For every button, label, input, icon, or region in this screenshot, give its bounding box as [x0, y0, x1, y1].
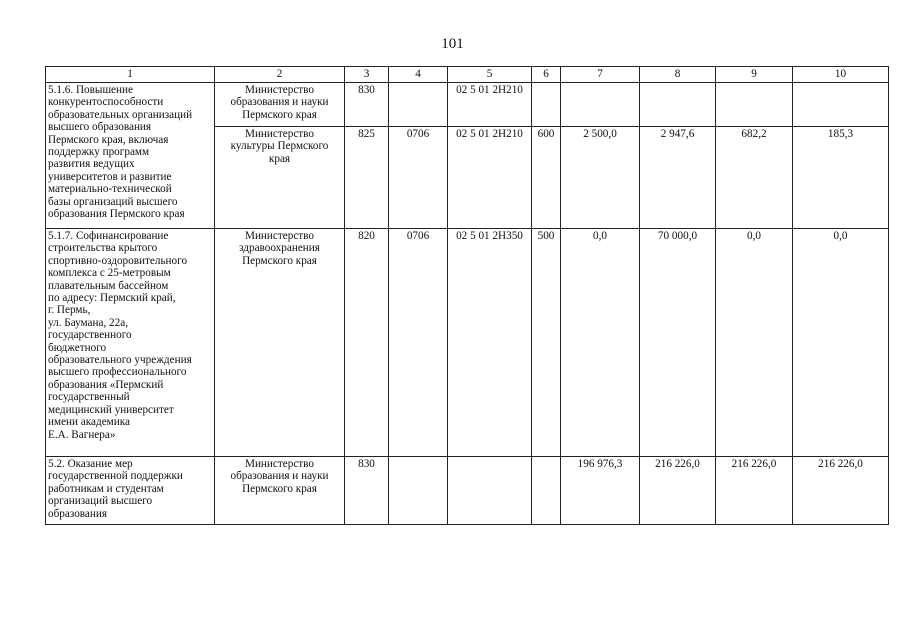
amount-cell: 216 226,0: [640, 457, 716, 525]
target-article-cell: 02 5 01 2Н210: [448, 127, 532, 229]
amount-cell: [640, 83, 716, 127]
header-row: [46, 67, 889, 83]
amount-cell: 216 226,0: [716, 457, 793, 525]
section-code-cell: 0706: [389, 229, 448, 457]
page-number: 101: [441, 36, 464, 52]
amount-cell: 0,0: [716, 229, 793, 457]
expense-type-cell: 600: [532, 127, 561, 229]
column-header: 10: [793, 67, 889, 83]
column-header: 4: [389, 67, 448, 83]
column-header: 7: [561, 67, 640, 83]
amount-cell: [793, 83, 889, 127]
admin-code-cell: 830: [345, 457, 389, 525]
table-row: [46, 457, 889, 525]
measure-name-cell: 5.1.6. Повышение конкурентоспособности образовательных организаций высшего образования Пермского края, включая поддержку программ развития ведущих университетов и развитие материально-технической базы организаций высшего образования Пермского края: [46, 83, 215, 229]
section-code-cell: 0706: [389, 127, 448, 229]
budget-table: [45, 66, 889, 525]
table-row: [46, 229, 889, 457]
amount-cell: [561, 83, 640, 127]
column-header: 3: [345, 67, 389, 83]
column-header: 8: [640, 67, 716, 83]
table-row: [46, 83, 889, 127]
amount-cell: 216 226,0: [793, 457, 889, 525]
executor-cell: Министерство здравоохранения Пермского края: [215, 229, 345, 457]
executor-cell: Министерство культуры Пермского края: [215, 127, 345, 229]
amount-cell: 2 947,6: [640, 127, 716, 229]
target-article-cell: 02 5 01 2Н350: [448, 229, 532, 457]
amount-cell: 70 000,0: [640, 229, 716, 457]
expense-type-cell: [532, 83, 561, 127]
target-article-cell: [448, 457, 532, 525]
amount-cell: 196 976,3: [561, 457, 640, 525]
target-article-cell: 02 5 01 2Н210: [448, 83, 532, 127]
expense-type-cell: [532, 457, 561, 525]
column-header: 2: [215, 67, 345, 83]
amount-cell: 0,0: [793, 229, 889, 457]
column-header: 5: [448, 67, 532, 83]
measure-name-cell: 5.2. Оказание мер государственной поддержки работникам и студентам организаций высшего образования: [46, 457, 215, 525]
amount-cell: 682,2: [716, 127, 793, 229]
section-code-cell: [389, 457, 448, 525]
section-code-cell: [389, 83, 448, 127]
admin-code-cell: 820: [345, 229, 389, 457]
expense-type-cell: 500: [532, 229, 561, 457]
column-header: 6: [532, 67, 561, 83]
amount-cell: 185,3: [793, 127, 889, 229]
measure-name-cell: 5.1.7. Софинансирование строительства крытого спортивно-оздоровительного комплекса с 25-метровым плавательным бассейном по адресу: Пермский край, г. Пермь, ул. Баумана, 22а, государственного бюджетного образовательного учреждения высшего профессионального образования «Пермский государственный медицинский университет имени академика Е.А. Вагнера»: [46, 229, 215, 457]
column-header: 1: [46, 67, 215, 83]
column-header: 9: [716, 67, 793, 83]
amount-cell: 2 500,0: [561, 127, 640, 229]
executor-cell: Министерство образования и науки Пермского края: [215, 457, 345, 525]
admin-code-cell: 830: [345, 83, 389, 127]
admin-code-cell: 825: [345, 127, 389, 229]
amount-cell: [716, 83, 793, 127]
executor-cell: Министерство образования и науки Пермского края: [215, 83, 345, 127]
amount-cell: 0,0: [561, 229, 640, 457]
